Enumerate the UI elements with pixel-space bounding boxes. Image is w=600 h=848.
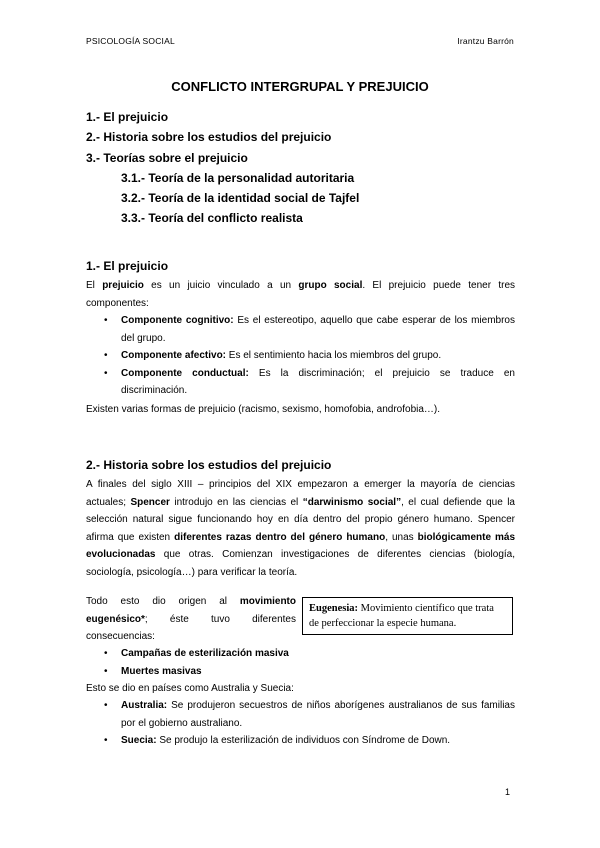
paragraph-eugenesia: Todo esto dio origen al movimiento eugenésico*; éste tuvo diferentes consecuencias: — [86, 596, 296, 642]
bullet: • — [104, 665, 108, 677]
toc-item: 3.- Teorías sobre el prejuicio — [86, 150, 248, 165]
header-author: Irantzu Barrón — [457, 36, 514, 46]
list-item: • Muertes masivas — [86, 663, 515, 681]
components-list — [86, 312, 515, 400]
paragraph-countries-intro: Esto se dio en países como Australia y Suecia: — [86, 683, 294, 694]
bullet: • — [104, 350, 108, 361]
list-item: • Suecia: Se produjo la esterilización de individuos con Síndrome de Down. — [86, 732, 515, 750]
document-title: CONFLICTO INTERGRUPAL Y PREJUICIO — [171, 79, 429, 94]
header-subject: PSICOLOGÍA SOCIAL — [86, 36, 175, 46]
bullet: • — [104, 735, 108, 746]
list-item: • Australia: Se produjeron secuestros de niños aborígenes australianos de sus familias por el gobierno australiano. — [86, 697, 515, 732]
toc-subitem: 3.3.- Teoría del conflicto realista — [121, 211, 303, 226]
section-heading-historia: 2.- Historia sobre los estudios del prejuicio — [86, 458, 332, 472]
list-item: • Componente cognitivo: Es el estereotipo, aquello que cabe esperar de los miembros del grupo. — [86, 312, 515, 347]
bullet: • — [104, 648, 108, 659]
list-item: • Componente afectivo: Es el sentimiento hacia los miembros del grupo. — [86, 347, 515, 365]
consequences-list — [86, 645, 515, 680]
list-item: • Campañas de esterilización masiva — [86, 645, 515, 663]
paragraph-forms: Existen varias formas de prejuicio (racismo, sexismo, homofobia, androfobia…). — [86, 404, 441, 415]
page-number: 1 — [505, 787, 511, 797]
list-item: • Componente conductual: Es la discriminación; el prejuicio se traduce en discriminación. — [86, 365, 515, 400]
bullet: • — [104, 367, 108, 379]
toc-subitem: 3.2.- Teoría de la identidad social de Tajfel — [121, 191, 360, 206]
paragraph-historia: A finales del siglo XIII – principios del XIX empezaron a emerger la mayoría de ciencias actuales; Spencer introdujo en las ciencias el “darwinismo social”, el cual defiende que la selección natural sigue funcionando hoy en día dentro del propio género humano. Spencer afirma que existen diferentes razas dentro del género humano, unas biológicamente más evolucionadas que otras. Comienzan investigaciones de diferentes ciencias (biología, sociología, psicología…) para verificar la teoría. — [86, 479, 516, 578]
bullet: • — [104, 315, 108, 326]
toc-item: 2.- Historia sobre los estudios del prejuicio — [86, 130, 332, 145]
toc-subitem: 3.1.- Teoría de la personalidad autoritaria — [121, 170, 355, 185]
bullet: • — [104, 700, 108, 711]
section-heading-prejuicio: 1.- El prejuicio — [86, 259, 169, 273]
paragraph-prejuicio-intro: El prejuicio es un juicio vinculado a un grupo social. El prejuicio puede tener tres componentes: — [86, 280, 516, 309]
toc-item: 1.- El prejuicio — [86, 110, 169, 124]
table-of-contents — [86, 107, 526, 229]
countries-list — [86, 697, 515, 750]
definition-box: Eugenesia: Movimiento científico que trata de perfeccionar la especie humana. — [302, 597, 513, 635]
